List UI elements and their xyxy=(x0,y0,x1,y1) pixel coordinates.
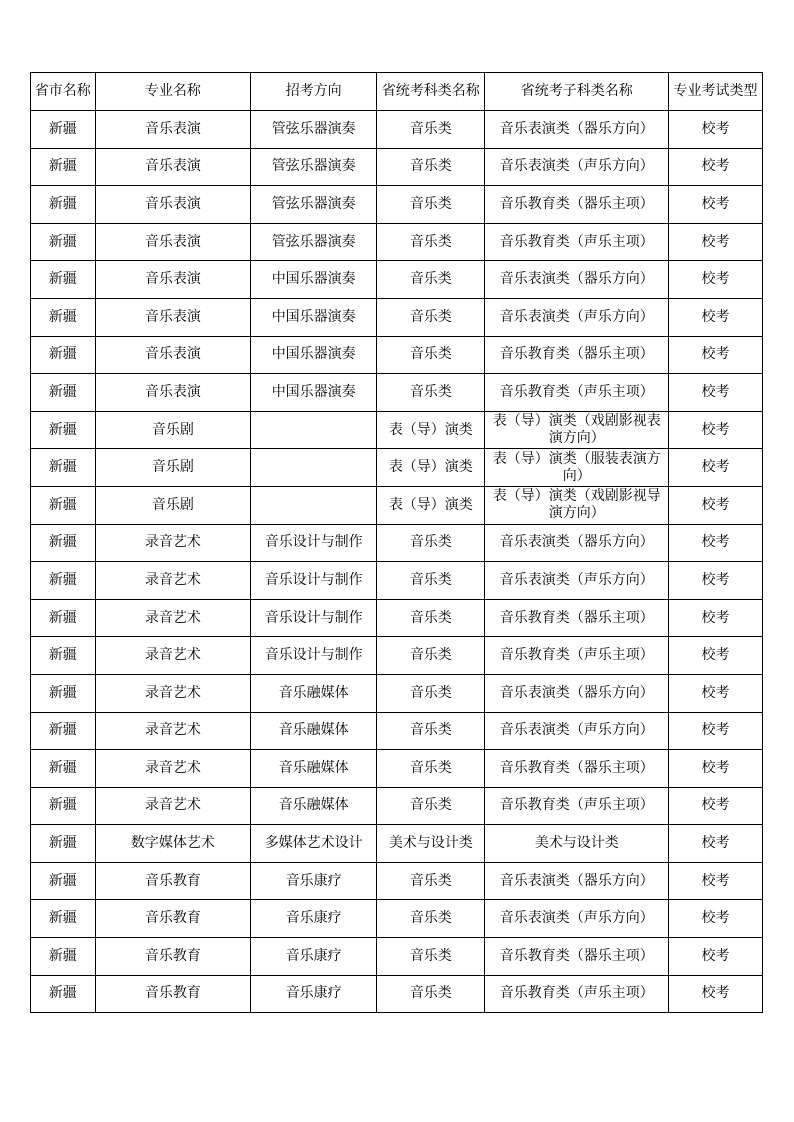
cell-exam-category: 音乐类 xyxy=(377,374,485,412)
cell-province: 新疆 xyxy=(31,562,96,600)
cell-major: 音乐表演 xyxy=(95,374,250,412)
cell-exam-category: 音乐类 xyxy=(377,261,485,299)
table-row xyxy=(31,975,763,1013)
table-row xyxy=(31,674,763,712)
cell-exam-category: 音乐类 xyxy=(377,975,485,1013)
cell-exam-category: 音乐类 xyxy=(377,862,485,900)
cell-exam-type: 校考 xyxy=(669,787,763,825)
cell-exam-type: 校考 xyxy=(669,674,763,712)
cell-exam-category: 音乐类 xyxy=(377,148,485,186)
cell-province: 新疆 xyxy=(31,111,96,149)
cell-direction: 音乐康疗 xyxy=(251,862,377,900)
cell-major: 录音艺术 xyxy=(95,562,250,600)
cell-exam-type: 校考 xyxy=(669,223,763,261)
cell-exam-category: 美术与设计类 xyxy=(377,825,485,863)
cell-exam-subcategory: 表（导）演类（戏剧影视表演方向） xyxy=(485,411,669,449)
cell-exam-subcategory: 音乐表演类（器乐方向） xyxy=(485,111,669,149)
cell-exam-subcategory: 美术与设计类 xyxy=(485,825,669,863)
cell-exam-category: 音乐类 xyxy=(377,223,485,261)
cell-province: 新疆 xyxy=(31,938,96,976)
cell-province: 新疆 xyxy=(31,374,96,412)
cell-major: 数字媒体艺术 xyxy=(95,825,250,863)
cell-exam-subcategory: 音乐表演类（器乐方向） xyxy=(485,524,669,562)
cell-exam-subcategory: 音乐教育类（器乐主项） xyxy=(485,336,669,374)
cell-exam-subcategory: 音乐表演类（声乐方向） xyxy=(485,148,669,186)
cell-exam-category: 音乐类 xyxy=(377,298,485,336)
header-exam-category: 省统考科类名称 xyxy=(377,73,485,111)
cell-exam-subcategory: 音乐教育类（器乐主项） xyxy=(485,938,669,976)
cell-major: 录音艺术 xyxy=(95,674,250,712)
table-row xyxy=(31,900,763,938)
cell-province: 新疆 xyxy=(31,411,96,449)
cell-direction: 管弦乐器演奏 xyxy=(251,111,377,149)
table-row xyxy=(31,637,763,675)
cell-direction: 音乐康疗 xyxy=(251,975,377,1013)
cell-exam-type: 校考 xyxy=(669,938,763,976)
table-row xyxy=(31,938,763,976)
cell-direction: 音乐融媒体 xyxy=(251,750,377,788)
cell-exam-type: 校考 xyxy=(669,449,763,487)
cell-exam-category: 音乐类 xyxy=(377,599,485,637)
cell-major: 录音艺术 xyxy=(95,787,250,825)
cell-province: 新疆 xyxy=(31,336,96,374)
cell-direction: 音乐设计与制作 xyxy=(251,562,377,600)
cell-exam-subcategory: 音乐教育类（声乐主项） xyxy=(485,374,669,412)
table-row xyxy=(31,336,763,374)
cell-exam-subcategory: 音乐表演类（声乐方向） xyxy=(485,712,669,750)
table-row xyxy=(31,825,763,863)
cell-province: 新疆 xyxy=(31,599,96,637)
cell-exam-category: 音乐类 xyxy=(377,336,485,374)
cell-exam-category: 音乐类 xyxy=(377,674,485,712)
table-row xyxy=(31,599,763,637)
cell-direction: 音乐融媒体 xyxy=(251,674,377,712)
cell-direction: 音乐康疗 xyxy=(251,900,377,938)
cell-exam-category: 音乐类 xyxy=(377,637,485,675)
cell-exam-category: 音乐类 xyxy=(377,750,485,788)
cell-exam-type: 校考 xyxy=(669,186,763,224)
cell-exam-category: 音乐类 xyxy=(377,186,485,224)
cell-province: 新疆 xyxy=(31,148,96,186)
cell-exam-category: 表（导）演类 xyxy=(377,411,485,449)
header-row xyxy=(31,73,763,111)
cell-province: 新疆 xyxy=(31,637,96,675)
cell-exam-type: 校考 xyxy=(669,336,763,374)
table-row xyxy=(31,862,763,900)
cell-province: 新疆 xyxy=(31,674,96,712)
cell-exam-type: 校考 xyxy=(669,148,763,186)
cell-province: 新疆 xyxy=(31,261,96,299)
cell-direction xyxy=(251,486,377,524)
table-row xyxy=(31,712,763,750)
cell-direction: 管弦乐器演奏 xyxy=(251,148,377,186)
cell-direction: 管弦乐器演奏 xyxy=(251,223,377,261)
cell-exam-type: 校考 xyxy=(669,562,763,600)
cell-exam-category: 音乐类 xyxy=(377,712,485,750)
admissions-table xyxy=(30,72,763,1013)
cell-major: 音乐教育 xyxy=(95,975,250,1013)
cell-exam-subcategory: 音乐教育类（器乐主项） xyxy=(485,599,669,637)
cell-direction: 音乐融媒体 xyxy=(251,787,377,825)
cell-exam-type: 校考 xyxy=(669,750,763,788)
cell-direction: 多媒体艺术设计 xyxy=(251,825,377,863)
cell-exam-category: 音乐类 xyxy=(377,787,485,825)
cell-major: 音乐表演 xyxy=(95,186,250,224)
cell-major: 录音艺术 xyxy=(95,712,250,750)
cell-province: 新疆 xyxy=(31,486,96,524)
table-row xyxy=(31,787,763,825)
cell-major: 音乐教育 xyxy=(95,938,250,976)
cell-exam-type: 校考 xyxy=(669,374,763,412)
header-major: 专业名称 xyxy=(95,73,250,111)
cell-exam-type: 校考 xyxy=(669,825,763,863)
cell-exam-type: 校考 xyxy=(669,975,763,1013)
cell-major: 录音艺术 xyxy=(95,637,250,675)
cell-major: 音乐表演 xyxy=(95,336,250,374)
table-row xyxy=(31,449,763,487)
cell-major: 音乐剧 xyxy=(95,449,250,487)
cell-province: 新疆 xyxy=(31,449,96,487)
header-exam-type: 专业考试类型 xyxy=(669,73,763,111)
cell-direction: 中国乐器演奏 xyxy=(251,261,377,299)
cell-major: 录音艺术 xyxy=(95,750,250,788)
cell-province: 新疆 xyxy=(31,186,96,224)
table-row xyxy=(31,298,763,336)
cell-exam-type: 校考 xyxy=(669,712,763,750)
cell-direction: 管弦乐器演奏 xyxy=(251,186,377,224)
cell-exam-subcategory: 表（导）演类（服装表演方向） xyxy=(485,449,669,487)
cell-exam-category: 音乐类 xyxy=(377,938,485,976)
table-row xyxy=(31,261,763,299)
header-province: 省市名称 xyxy=(31,73,96,111)
cell-direction: 音乐设计与制作 xyxy=(251,637,377,675)
cell-exam-subcategory: 音乐表演类（声乐方向） xyxy=(485,900,669,938)
cell-direction: 音乐设计与制作 xyxy=(251,599,377,637)
table-row xyxy=(31,186,763,224)
cell-exam-subcategory: 音乐教育类（声乐主项） xyxy=(485,787,669,825)
cell-province: 新疆 xyxy=(31,787,96,825)
cell-exam-subcategory: 音乐教育类（声乐主项） xyxy=(485,975,669,1013)
header-exam-subcategory: 省统考子科类名称 xyxy=(485,73,669,111)
cell-province: 新疆 xyxy=(31,900,96,938)
cell-direction: 中国乐器演奏 xyxy=(251,336,377,374)
cell-major: 音乐教育 xyxy=(95,900,250,938)
cell-major: 音乐表演 xyxy=(95,148,250,186)
cell-exam-subcategory: 音乐表演类（声乐方向） xyxy=(485,298,669,336)
cell-exam-type: 校考 xyxy=(669,524,763,562)
cell-province: 新疆 xyxy=(31,825,96,863)
cell-major: 音乐表演 xyxy=(95,298,250,336)
table-row xyxy=(31,486,763,524)
cell-exam-category: 音乐类 xyxy=(377,111,485,149)
cell-major: 音乐剧 xyxy=(95,486,250,524)
table-row xyxy=(31,750,763,788)
cell-direction xyxy=(251,411,377,449)
cell-exam-type: 校考 xyxy=(669,900,763,938)
cell-direction xyxy=(251,449,377,487)
cell-province: 新疆 xyxy=(31,223,96,261)
cell-major: 音乐剧 xyxy=(95,411,250,449)
cell-exam-type: 校考 xyxy=(669,486,763,524)
header-direction: 招考方向 xyxy=(251,73,377,111)
cell-exam-type: 校考 xyxy=(669,862,763,900)
cell-exam-type: 校考 xyxy=(669,599,763,637)
cell-exam-type: 校考 xyxy=(669,261,763,299)
cell-exam-category: 表（导）演类 xyxy=(377,486,485,524)
cell-major: 音乐表演 xyxy=(95,223,250,261)
table-row xyxy=(31,562,763,600)
cell-exam-subcategory: 音乐表演类（声乐方向） xyxy=(485,562,669,600)
table-row xyxy=(31,111,763,149)
cell-exam-category: 音乐类 xyxy=(377,524,485,562)
cell-exam-type: 校考 xyxy=(669,298,763,336)
cell-direction: 音乐设计与制作 xyxy=(251,524,377,562)
cell-exam-category: 音乐类 xyxy=(377,900,485,938)
table-row xyxy=(31,148,763,186)
cell-province: 新疆 xyxy=(31,975,96,1013)
cell-exam-category: 音乐类 xyxy=(377,562,485,600)
cell-province: 新疆 xyxy=(31,524,96,562)
cell-exam-subcategory: 音乐表演类（器乐方向） xyxy=(485,674,669,712)
cell-exam-subcategory: 音乐表演类（器乐方向） xyxy=(485,862,669,900)
cell-exam-subcategory: 表（导）演类（戏剧影视导演方向） xyxy=(485,486,669,524)
cell-exam-subcategory: 音乐教育类（声乐主项） xyxy=(485,223,669,261)
cell-province: 新疆 xyxy=(31,750,96,788)
table-row xyxy=(31,223,763,261)
cell-major: 音乐表演 xyxy=(95,261,250,299)
cell-direction: 音乐融媒体 xyxy=(251,712,377,750)
table-row xyxy=(31,524,763,562)
cell-major: 音乐教育 xyxy=(95,862,250,900)
cell-exam-subcategory: 音乐教育类（器乐主项） xyxy=(485,186,669,224)
cell-exam-type: 校考 xyxy=(669,637,763,675)
cell-exam-category: 表（导）演类 xyxy=(377,449,485,487)
cell-exam-type: 校考 xyxy=(669,411,763,449)
cell-province: 新疆 xyxy=(31,298,96,336)
table-row xyxy=(31,374,763,412)
table-body xyxy=(31,111,763,1013)
cell-province: 新疆 xyxy=(31,862,96,900)
cell-major: 音乐表演 xyxy=(95,111,250,149)
cell-province: 新疆 xyxy=(31,712,96,750)
cell-exam-subcategory: 音乐教育类（器乐主项） xyxy=(485,750,669,788)
cell-direction: 音乐康疗 xyxy=(251,938,377,976)
cell-exam-subcategory: 音乐表演类（器乐方向） xyxy=(485,261,669,299)
cell-direction: 中国乐器演奏 xyxy=(251,374,377,412)
cell-direction: 中国乐器演奏 xyxy=(251,298,377,336)
cell-exam-subcategory: 音乐教育类（声乐主项） xyxy=(485,637,669,675)
table-row xyxy=(31,411,763,449)
cell-major: 录音艺术 xyxy=(95,599,250,637)
cell-exam-type: 校考 xyxy=(669,111,763,149)
cell-major: 录音艺术 xyxy=(95,524,250,562)
